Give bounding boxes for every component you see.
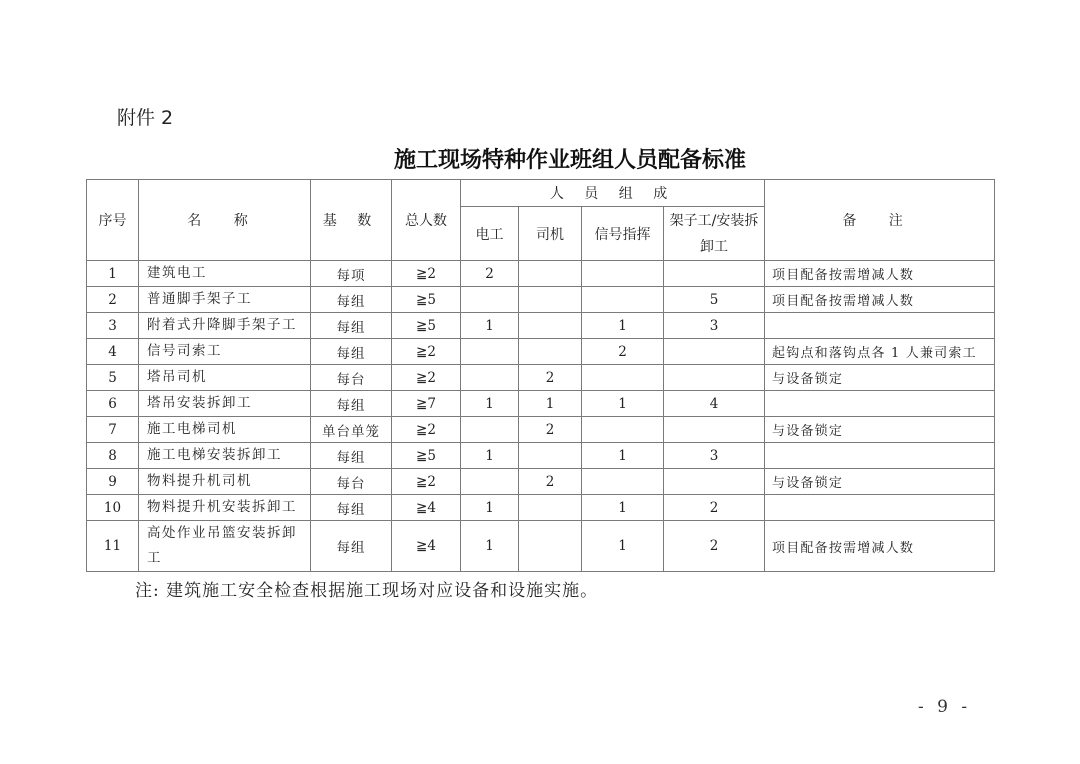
row-scaffolder: 5	[664, 287, 765, 313]
header-remarks: 备 注	[765, 180, 995, 261]
row-electrician: 1	[461, 495, 519, 521]
row-electrician: 1	[461, 443, 519, 469]
row-signaler	[582, 261, 664, 287]
row-electrician	[461, 417, 519, 443]
row-total: ≧4	[392, 495, 461, 521]
row-scaffolder: 2	[664, 495, 765, 521]
row-signaler: 1	[582, 391, 664, 417]
row-total: ≧2	[392, 417, 461, 443]
row-signaler: 1	[582, 521, 664, 572]
row-driver: 1	[519, 391, 582, 417]
row-total: ≧2	[392, 339, 461, 365]
row-driver: 2	[519, 365, 582, 391]
header-index: 序号	[87, 180, 139, 261]
row-remarks: 项目配备按需增减人数	[765, 261, 995, 287]
row-scaffolder: 3	[664, 443, 765, 469]
row-index: 7	[87, 417, 139, 443]
row-index: 4	[87, 339, 139, 365]
row-scaffolder	[664, 469, 765, 495]
row-total: ≧5	[392, 443, 461, 469]
row-index: 10	[87, 495, 139, 521]
row-name: 施工电梯安装拆卸工	[139, 443, 311, 469]
row-scaffolder	[664, 339, 765, 365]
row-scaffolder	[664, 365, 765, 391]
row-index: 5	[87, 365, 139, 391]
row-total: ≧2	[392, 365, 461, 391]
row-signaler	[582, 287, 664, 313]
row-remarks	[765, 443, 995, 469]
row-driver: 2	[519, 469, 582, 495]
header-name: 名 称	[139, 180, 311, 261]
row-electrician	[461, 287, 519, 313]
row-driver	[519, 313, 582, 339]
row-base: 每组	[311, 495, 392, 521]
row-remarks: 与设备锁定	[765, 469, 995, 495]
row-name: 附着式升降脚手架子工	[139, 313, 311, 339]
row-base: 每台	[311, 365, 392, 391]
row-index: 6	[87, 391, 139, 417]
row-signaler: 2	[582, 339, 664, 365]
row-index: 2	[87, 287, 139, 313]
row-index: 8	[87, 443, 139, 469]
page-number: - 9 -	[918, 697, 972, 717]
table-row	[87, 287, 995, 313]
row-name: 物料提升机司机	[139, 469, 311, 495]
row-base: 每项	[311, 261, 392, 287]
header-signaler: 信号指挥	[582, 207, 664, 261]
header-scaffolder: 架子工/安装拆卸工	[664, 207, 765, 261]
row-total: ≧7	[392, 391, 461, 417]
row-total: ≧5	[392, 287, 461, 313]
row-signaler: 1	[582, 495, 664, 521]
row-base: 每组	[311, 391, 392, 417]
table-row	[87, 443, 995, 469]
row-index: 11	[87, 521, 139, 572]
row-scaffolder: 3	[664, 313, 765, 339]
row-base: 每组	[311, 521, 392, 572]
row-electrician: 2	[461, 261, 519, 287]
row-name: 信号司索工	[139, 339, 311, 365]
row-total: ≧2	[392, 261, 461, 287]
row-electrician: 1	[461, 313, 519, 339]
document-title: 施工现场特种作业班组人员配备标准	[393, 147, 746, 173]
table-row	[87, 521, 995, 572]
row-driver	[519, 521, 582, 572]
row-index: 9	[87, 469, 139, 495]
footnote: 注: 建筑施工安全检查根据施工现场对应设备和设施实施。	[135, 581, 599, 601]
row-remarks: 与设备锁定	[765, 365, 995, 391]
row-electrician: 1	[461, 521, 519, 572]
header-driver: 司机	[519, 207, 582, 261]
header-base: 基 数	[311, 180, 392, 261]
row-base: 每组	[311, 313, 392, 339]
row-index: 1	[87, 261, 139, 287]
row-signaler	[582, 417, 664, 443]
row-remarks: 项目配备按需增减人数	[765, 287, 995, 313]
row-remarks	[765, 391, 995, 417]
row-total: ≧4	[392, 521, 461, 572]
row-driver	[519, 287, 582, 313]
attachment-label: 附件 2	[117, 107, 174, 129]
row-driver	[519, 339, 582, 365]
row-name: 建筑电工	[139, 261, 311, 287]
header-composition-group: 人 员 组 成	[461, 180, 765, 207]
row-remarks: 起钩点和落钩点各 1 人兼司索工	[765, 339, 995, 365]
table-row	[87, 365, 995, 391]
row-driver	[519, 443, 582, 469]
row-driver	[519, 495, 582, 521]
table-row	[87, 391, 995, 417]
row-scaffolder: 4	[664, 391, 765, 417]
row-scaffolder	[664, 417, 765, 443]
row-electrician	[461, 365, 519, 391]
row-name: 高处作业吊篮安装拆卸工	[139, 521, 311, 572]
row-electrician	[461, 339, 519, 365]
row-name: 塔吊司机	[139, 365, 311, 391]
staffing-standard-table	[86, 179, 995, 572]
row-driver: 2	[519, 417, 582, 443]
row-base: 单台单笼	[311, 417, 392, 443]
row-scaffolder	[664, 261, 765, 287]
table-row	[87, 261, 995, 287]
row-electrician: 1	[461, 391, 519, 417]
row-remarks: 项目配备按需增减人数	[765, 521, 995, 572]
table-row	[87, 417, 995, 443]
table-row	[87, 495, 995, 521]
row-name: 施工电梯司机	[139, 417, 311, 443]
table-row	[87, 469, 995, 495]
row-remarks	[765, 313, 995, 339]
row-name: 普通脚手架子工	[139, 287, 311, 313]
row-signaler	[582, 469, 664, 495]
row-index: 3	[87, 313, 139, 339]
row-scaffolder: 2	[664, 521, 765, 572]
row-remarks: 与设备锁定	[765, 417, 995, 443]
row-base: 每组	[311, 443, 392, 469]
row-base: 每台	[311, 469, 392, 495]
table-row	[87, 313, 995, 339]
row-base: 每组	[311, 287, 392, 313]
row-total: ≧2	[392, 469, 461, 495]
row-signaler: 1	[582, 443, 664, 469]
row-driver	[519, 261, 582, 287]
row-signaler: 1	[582, 313, 664, 339]
table-row	[87, 339, 995, 365]
row-total: ≧5	[392, 313, 461, 339]
row-signaler	[582, 365, 664, 391]
row-name: 塔吊安装拆卸工	[139, 391, 311, 417]
header-electrician: 电工	[461, 207, 519, 261]
row-remarks	[765, 495, 995, 521]
row-electrician	[461, 469, 519, 495]
row-base: 每组	[311, 339, 392, 365]
row-name: 物料提升机安装拆卸工	[139, 495, 311, 521]
header-total: 总人数	[392, 180, 461, 261]
